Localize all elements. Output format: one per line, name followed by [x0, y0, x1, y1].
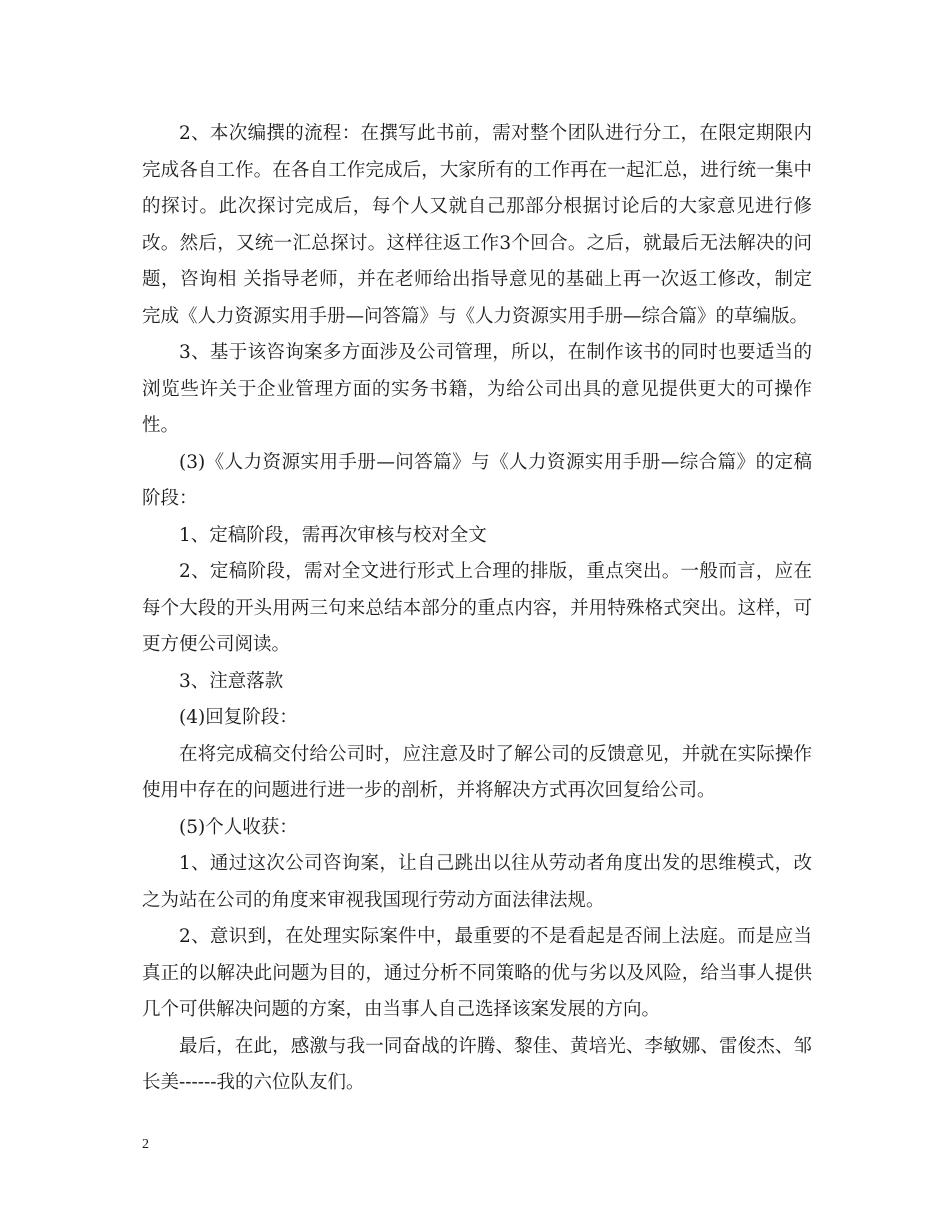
- paragraph-management-books: 3、基于该咨询案多方面涉及公司管理，所以，在制作该书的同时也要适当的浏览些许关于企业管理方面的实务书籍，为给公司出具的意见提供更大的可操作性。: [142, 342, 812, 436]
- paragraph-personal-gain-1: 1、通过这次公司咨询案，让自己跳出以往从劳动者角度出发的思维模式，改之为站在公司的角度来审视我国现行劳动方面法律法规。: [142, 853, 812, 911]
- paragraph-reply-stage-body: 在将完成稿交付给公司时，应注意及时了解公司的反馈意见，并就在实际操作使用中存在的问题进行进一步的剖析，并将解决方式再次回复给公司。: [142, 743, 812, 801]
- paragraph-personal-gain-2: 2、意识到，在处理实际案件中，最重要的不是看起是否闹上法庭。而是应当真正的以解决此问题为目的，通过分析不同策略的优与劣以及风险，给当事人提供几个可供解决问题的方案，由当事人自己选择该案发展的方向。: [142, 926, 812, 1020]
- paragraph-reply-stage-heading: (4)回复阶段：: [179, 707, 298, 728]
- paragraph-finalization-step-3: 3、注意落款: [179, 670, 284, 692]
- document-body: [142, 116, 812, 1102]
- page-number: 2: [142, 1137, 149, 1152]
- paragraph-finalization-step-2: 2、定稿阶段，需对全文进行形式上合理的排版，重点突出。一般而言，应在每个大段的开头用两三句来总结本部分的重点内容，并用特殊格式突出。这样，可更方便公司阅读。: [142, 561, 812, 655]
- paragraph-compilation-process: 2、本次编撰的流程：在撰写此书前，需对整个团队进行分工，在限定期限内完成各自工作。在各自工作完成后，大家所有的工作再在一起汇总，进行统一集中的探讨。此次探讨完成后，每个人又就自己那部分根据讨论后的大家意见进行修改。然后，又统一汇总探讨。这样往返工作3个回合。之后，就最后无法解决的问题，咨询相 关指导老师，并在老师给出指导意见的基础上再一次返工修改，制定完成《人力资源实用手册—问答篇》与《人力资源实用手册—综合篇》的草编版。: [142, 123, 812, 327]
- paragraph-acknowledgement: 最后，在此，感激与我一同奋战的许腾、黎佳、黄培光、李敏娜、雷俊杰、邹长美------我的六位队友们。: [142, 1035, 812, 1093]
- paragraph-personal-gains-heading: (5)个人收获：: [179, 816, 298, 838]
- paragraph-finalization-step-1: 1、定稿阶段，需再次审核与校对全文: [179, 524, 487, 546]
- paragraph-finalization-stage-heading: (3)《人力资源实用手册—问答篇》与《人力资源实用手册—综合篇》的定稿阶段：: [142, 451, 812, 509]
